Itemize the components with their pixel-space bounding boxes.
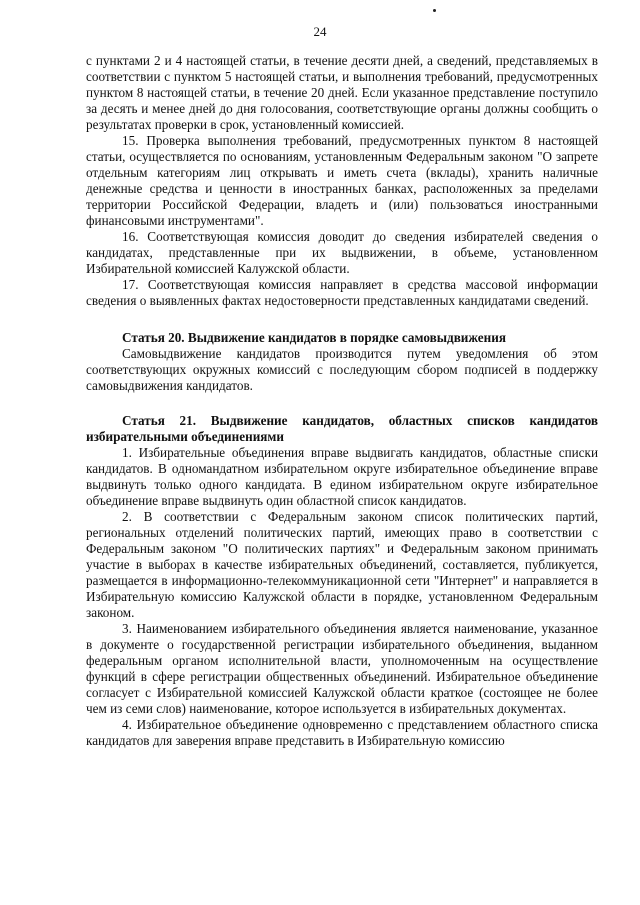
page-body	[86, 53, 598, 749]
article-21-item-4: 4. Избирательное объединение одновременно с представлением областного списка кандидатов для заверения вправе представить в Избирательную комиссию	[86, 717, 598, 748]
article-20-text: Самовыдвижение кандидатов производится путем уведомления об этом соответствующих окружных комиссий с последующим сбором подписей в поддержку самовыдвижения кандидатов.	[86, 346, 598, 393]
scan-artifact-dot	[433, 9, 436, 12]
paragraph-item-17: 17. Соответствующая комиссия направляет в средства массовой информации сведения о выявленных фактах недостоверности представленных кандидатами сведений.	[86, 277, 598, 308]
article-21-item-2: 2. В соответствии с Федеральным законом список политических партий, региональных отделений политических партий, имеющих право в соответствии с Федеральным законом "О политических партиях" и Федеральным законом принимать участие в выборах в качестве избирательных объединений, составляется, публикуется, размещается в информационно-телекоммуникационной сети "Интернет" и направляется в Избирательную комиссию Калужской области в порядке, установленном Федеральным законом.	[86, 509, 598, 620]
article-21-item-1: 1. Избирательные объединения вправе выдвигать кандидатов, областные списки кандидатов. В одномандатном избирательном округе избирательное объединение вправе выдвинуть только одного кандидата. В едином избирательном округе избирательное объединение вправе выдвинуть один областной список кандидатов.	[86, 445, 598, 508]
article-21-heading: Статья 21. Выдвижение кандидатов, областных списков кандидатов избирательными объединениями	[86, 413, 598, 444]
paragraph-item-16: 16. Соответствующая комиссия доводит до сведения избирателей сведения о кандидатах, представленные при их выдвижении, в объеме, установленном Избирательной комиссией Калужской области.	[86, 229, 598, 276]
paragraph-item-15: 15. Проверка выполнения требований, предусмотренных пунктом 8 настоящей статьи, осуществляется по основаниям, установленным Федеральным законом "О запрете отдельным категориям лиц открывать и иметь счета (вклады), хранить наличные денежные средства и ценности в иностранных банках, расположенных за пределами территории Российской Федерации, владеть и (или) пользоваться иностранными финансовыми инструментами".	[86, 133, 598, 228]
page-number: 24	[313, 24, 327, 39]
paragraph-continuation: с пунктами 2 и 4 настоящей статьи, в течение десяти дней, а сведений, представляемых в соответствии с пунктом 5 настоящей статьи, и выполнения требований, предусмотренных пунктом 8 настоящей статьи, в течение 20 дней. Если указанное представление поступило за десять и менее дней до дня голосования, соответствующие органы должны сообщить о результатах проверки в срок, установленный комиссией.	[86, 53, 598, 132]
article-21-item-3: 3. Наименованием избирательного объединения является наименование, указанное в документе о государственной регистрации избирательного объединения, выданном федеральным органом исполнительной власти, уполномоченным на осуществление функций в сфере регистрации общественных объединений. Избирательное объединение согласует с Избирательной комиссией Калужской области краткое (состоящее не более чем из семи слов) наименование, которое используется в избирательных документах.	[86, 621, 598, 716]
article-20-heading: Статья 20. Выдвижение кандидатов в порядке самовыдвижения	[122, 330, 506, 345]
